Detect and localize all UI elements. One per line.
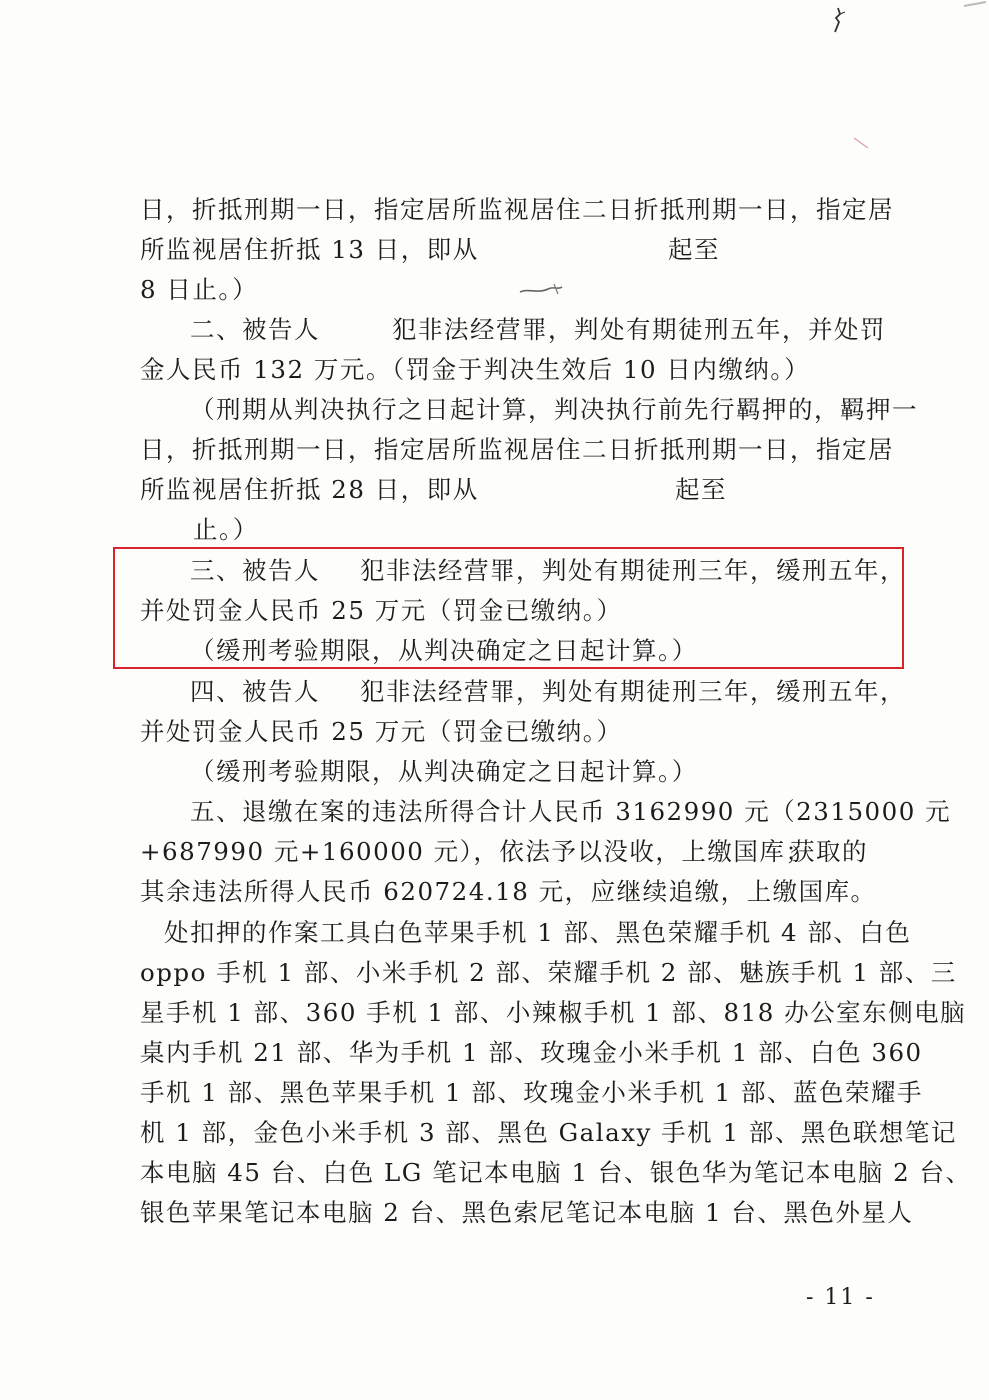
text-line: （刑期从判决执行之日起计算，判决执行前先行羁押的，羁押一 [190, 395, 918, 424]
text-line: 手机 1 部、黑色苹果手机 1 部、玫瑰金小米手机 1 部、蓝色荣耀手 [140, 1078, 923, 1107]
text-segment: 犯非法经营罪，判处有期徒刑三年，缓刑五年， [360, 556, 906, 585]
text-segment: 犯非法经营罪，判处有期徒刑三年，缓刑五年， [360, 677, 906, 706]
text-line: 并处罚金人民币 25 万元（罚金已缴纳。） [140, 717, 623, 746]
text-line: 五、退缴在案的违法所得合计人民币 3162990 元（2315000 元 [190, 797, 952, 826]
text-segment: 起至 [675, 475, 727, 504]
text-segment: 三、被告人 [190, 556, 320, 585]
text-segment: 四、被告人 [190, 677, 320, 706]
text-line: 金人民币 132 万元。（罚金于判决生效后 10 日内缴纳。） [140, 355, 811, 384]
text-line: 其余违法所得人民币 620724.18 元，应继续追缴，上缴国库。 [140, 877, 877, 906]
text-line: 所监视居住折抵 28 日，即从 [140, 475, 479, 504]
text-line: 处扣押的作案工具白色苹果手机 1 部、黑色荣耀手机 4 部、白色 [164, 918, 912, 947]
stray-mark [852, 136, 872, 150]
text-line: 止。） [193, 515, 259, 544]
text-segment: 犯非法经营罪，判处有期徒刑五年，并处罚 [392, 315, 886, 344]
text-line: 本电脑 45 台、白色 LG 笔记本电脑 1 台、银色华为笔记本电脑 2 台、 [140, 1158, 972, 1187]
text-segment: 起至 [668, 235, 720, 264]
text-segment: 获取的 [790, 837, 868, 866]
text-line: 日，折抵刑期一日，指定居所监视居住二日折抵刑期一日，指定居 [140, 195, 894, 224]
text-line: oppo 手机 1 部、小米手机 2 部、荣耀手机 2 部、魅族手机 1 部、三 [140, 958, 957, 987]
text-line: （缓刑考验期限，从判决确定之日起计算。） [190, 636, 698, 665]
text-line: 机 1 部，金色小米手机 3 部、黑色 Galaxy 手机 1 部、黑色联想笔记 [140, 1118, 957, 1147]
text-line: 日，折抵刑期一日，指定居所监视居住二日折抵刑期一日，指定居 [140, 435, 894, 464]
text-line: 8 日止。） [140, 275, 259, 304]
text-line: 桌内手机 21 部、华为手机 1 部、玫瑰金小米手机 1 部、白色 360 [140, 1038, 923, 1067]
text-line: +687990 元+160000 元），依法予以没收，上缴国库； [140, 837, 812, 866]
text-segment: 二、被告人 [190, 315, 320, 344]
text-line: 星手机 1 部、360 手机 1 部、小辣椒手机 1 部、818 办公室东侧电脑 [140, 998, 967, 1027]
pen-mark [828, 6, 850, 34]
text-line: （缓刑考验期限，从判决确定之日起计算。） [190, 757, 698, 786]
text-line: 并处罚金人民币 25 万元（罚金已缴纳。） [140, 596, 623, 625]
text-line: 所监视居住折抵 13 日，即从 [140, 235, 479, 264]
page-number: - 11 - [806, 1285, 875, 1310]
stray-mark [962, 0, 988, 14]
scribble-mark [518, 280, 566, 298]
text-line: 银色苹果笔记本电脑 2 台、黑色索尼笔记本电脑 1 台、黑色外星人 [140, 1198, 914, 1227]
